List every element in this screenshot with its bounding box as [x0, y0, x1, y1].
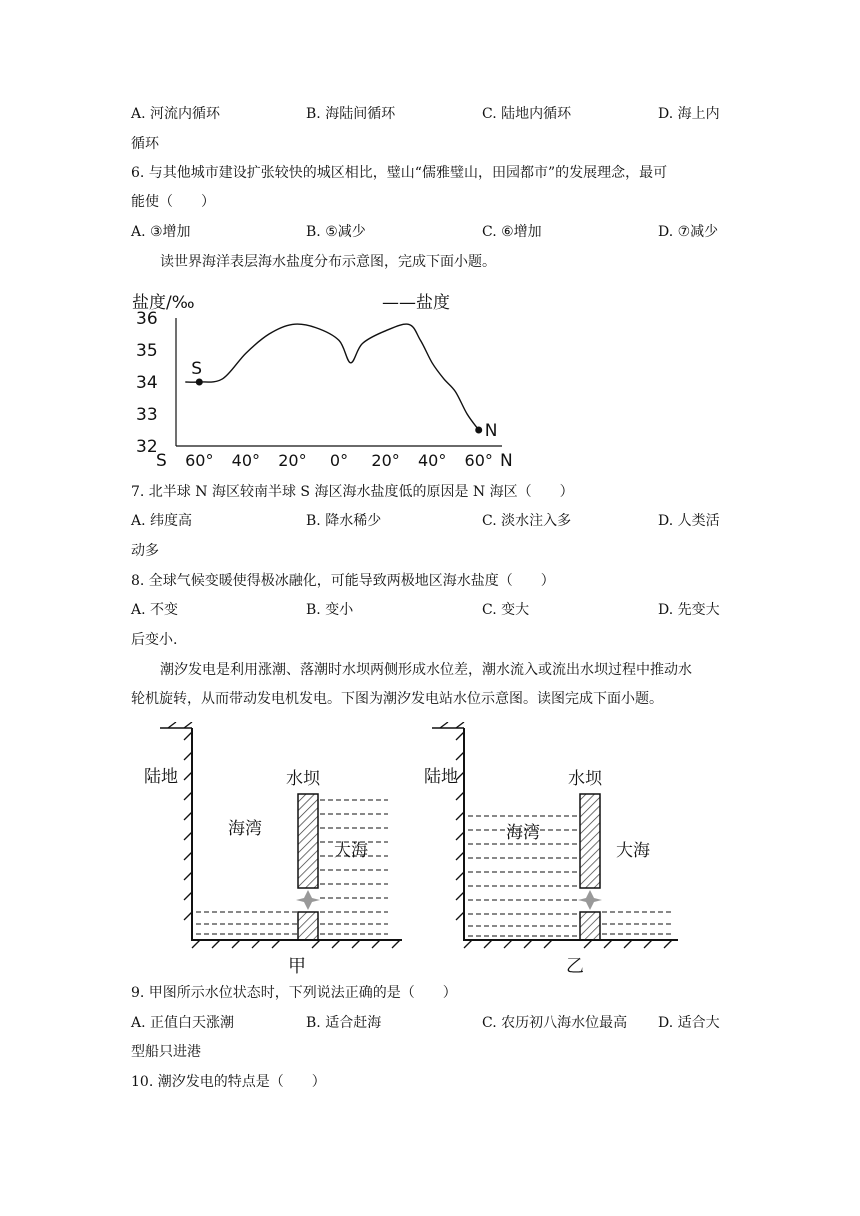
land-boundary — [464, 728, 678, 940]
land-hatch-marks — [168, 722, 400, 948]
q5-option-b: B. 海陆间循环 — [306, 106, 396, 122]
salinity-series-line — [185, 324, 478, 430]
chart-legend: ——盐度 — [382, 293, 450, 313]
land-label: 陆地 — [144, 767, 178, 787]
q9-option-a: A. 正值白天涨潮 — [131, 1015, 235, 1031]
y-tick-label: 33 — [136, 405, 158, 425]
q7-option-d: D. 人类活 — [658, 513, 720, 529]
x-tick-label: 40° — [417, 451, 447, 470]
intro-tidal-line2: 轮机旋转，从而带动发电机发电。下图为潮汐发电站水位示意图。读图完成下面小题。 — [131, 691, 663, 707]
q8-stem: 8. 全球气候变暖使得极冰融化，可能导致两极地区海水盐度（ ） — [131, 573, 555, 589]
sea-water-lines — [602, 912, 672, 934]
x-end-label: N — [500, 451, 513, 471]
q6-stem-line2: 能使（ ） — [131, 194, 215, 210]
x-tick-label: 60° — [185, 451, 214, 470]
q8-option-c: C. 变大 — [482, 602, 530, 618]
q5-option-d: D. 海上内 — [658, 106, 720, 122]
bay-water-lines — [196, 912, 298, 934]
intro-salinity: 读世界海洋表层海水盐度分布示意图，完成下面小题。 — [160, 254, 496, 270]
x-tick-label: 60° — [464, 451, 493, 470]
dam-lower — [580, 912, 600, 940]
turbine-icon — [578, 890, 602, 910]
point-s — [196, 379, 203, 386]
q5-option-a: A. 河流内循环 — [131, 106, 221, 122]
y-tick-label: 34 — [136, 373, 158, 393]
x-tick-label: 20° — [278, 451, 307, 470]
q6-stem-line1: 6. 与其他城市建设扩张较快的城区相比，璧山“儒雅璧山，田园都市”的发展理念，最可 — [131, 165, 668, 181]
caption-yi: 乙 — [566, 956, 584, 977]
dam-upper — [298, 794, 318, 888]
x-tick-labels — [156, 451, 513, 471]
q10-stem: 10. 潮汐发电的特点是（ ） — [131, 1074, 326, 1090]
bay-label: 海湾 — [228, 819, 262, 839]
q7-option-b: B. 降水稀少 — [306, 513, 382, 529]
q8-option-d-wrap: 后变小. — [131, 632, 178, 648]
q5-option-c: C. 陆地内循环 — [482, 106, 572, 122]
q8-option-b: B. 变小 — [306, 602, 354, 618]
sea-label: 大海 — [616, 841, 650, 861]
bay-label: 海湾 — [506, 823, 540, 843]
q7-stem: 7. 北半球 N 海区较南半球 S 海区海水盐度低的原因是 N 海区（ ） — [131, 484, 574, 500]
q6-option-a: A. ③增加 — [131, 224, 191, 240]
sea-label: 大海 — [334, 841, 368, 861]
q8-option-a: A. 不变 — [131, 602, 179, 618]
land-boundary — [192, 728, 402, 940]
x-tick-label: 40° — [231, 451, 261, 470]
x-tick-label: 0° — [329, 451, 349, 470]
q6-option-c: C. ⑥增加 — [482, 224, 542, 240]
x-tick-label: 20° — [371, 451, 400, 470]
dam-upper — [580, 794, 600, 888]
q8-option-d: D. 先变大 — [658, 602, 720, 618]
q9-stem: 9. 甲图所示水位状态时，下列说法正确的是（ ） — [131, 985, 457, 1001]
tidal-diagram-jia — [140, 722, 410, 980]
q9-option-d-wrap: 型船只进港 — [131, 1044, 201, 1060]
dam-label: 水坝 — [286, 769, 320, 789]
y-tick-label: 35 — [136, 341, 158, 361]
q9-option-b: B. 适合赶海 — [306, 1015, 382, 1031]
point-label-s: S — [191, 359, 203, 379]
q9-option-c: C. 农历初八海水位最高 — [482, 1015, 628, 1031]
land-label: 陆地 — [424, 767, 458, 787]
y-tick-label: 32 — [136, 437, 158, 457]
sea-water-lines — [320, 800, 388, 934]
y-tick-labels — [136, 309, 158, 457]
y-tick-label: 36 — [136, 309, 158, 329]
q6-option-d: D. ⑦减少 — [658, 224, 719, 240]
caption-jia: 甲 — [288, 956, 306, 977]
chart-ylabel: 盐度/‰ — [132, 293, 195, 313]
dam-lower — [298, 912, 318, 940]
q7-option-a: A. 纬度高 — [131, 513, 193, 529]
point-n — [475, 427, 482, 434]
labeled-points — [191, 359, 497, 441]
q6-option-b: B. ⑤减少 — [306, 224, 366, 240]
q7-option-c: C. 淡水注入多 — [482, 513, 572, 529]
q9-option-d: D. 适合大 — [658, 1015, 720, 1031]
turbine-icon — [296, 890, 320, 910]
salinity-chart — [128, 282, 538, 474]
dam-label: 水坝 — [568, 769, 602, 789]
intro-tidal-line1: 潮汐发电是利用涨潮、落潮时水坝两侧形成水位差，潮水流入或流出水坝过程中推动水 — [160, 662, 692, 678]
tidal-diagram-yi — [420, 722, 690, 980]
x-start-label: S — [156, 451, 167, 471]
q7-option-d-wrap: 动多 — [131, 543, 159, 559]
point-label-n: N — [484, 421, 498, 441]
q5-option-d-wrap: 循环 — [131, 136, 159, 152]
